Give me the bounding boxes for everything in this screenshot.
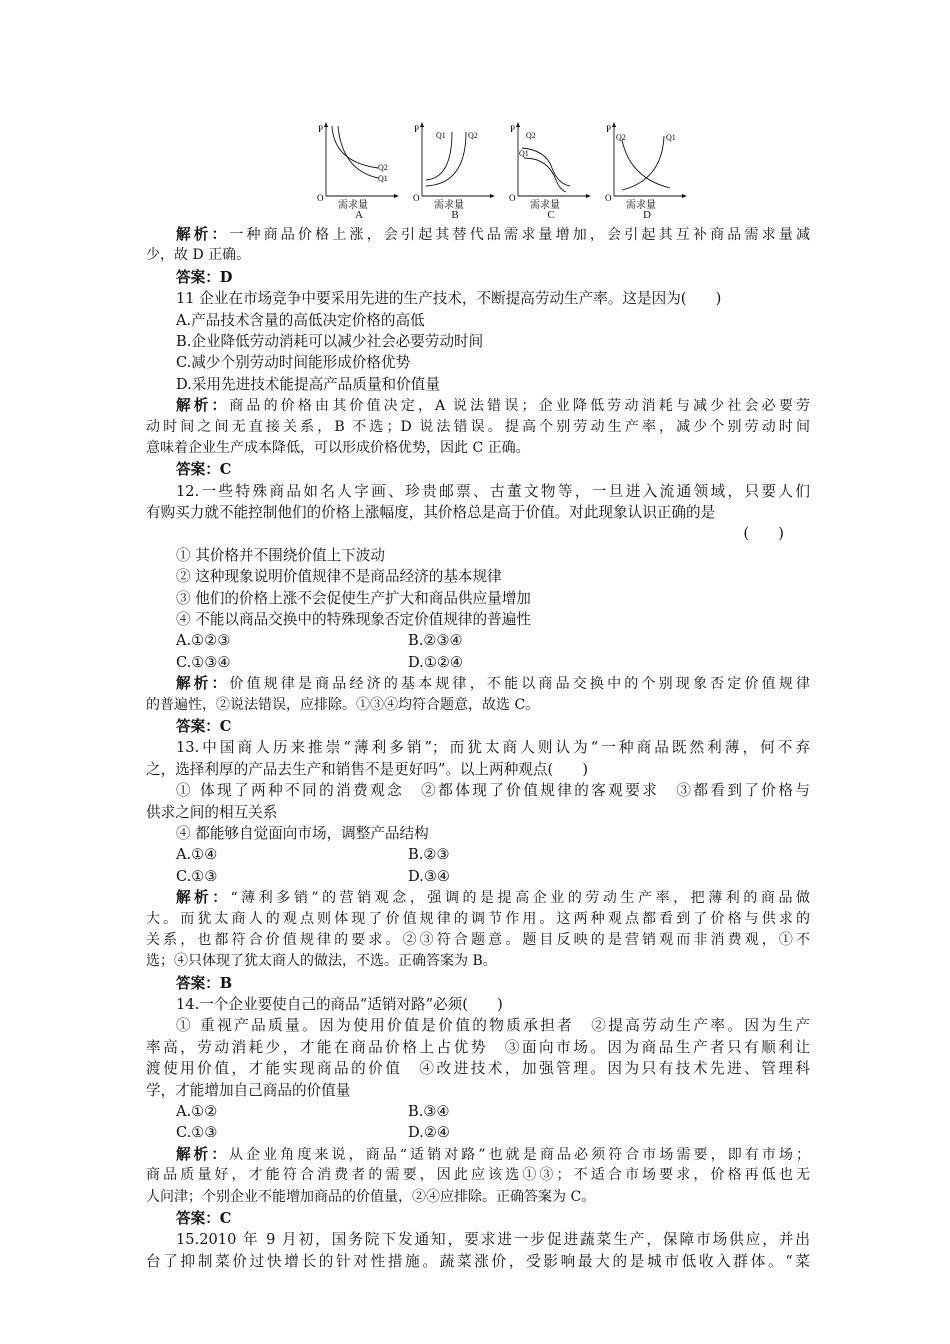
answer-blank: ( ) <box>743 525 784 543</box>
analysis-line: 的普遍性，②说法错误，应排除。①③④均符合题意，故选 C。 <box>146 696 540 713</box>
graph-d <box>604 118 690 222</box>
curve-label: Q2 <box>526 131 536 140</box>
question-stem: 有购买力就不能控制他们的价格上涨幅度，其价格总是高于价值。对此现象认识正确的是 <box>146 504 716 522</box>
option-c: C.①③ <box>176 867 218 885</box>
statements: ① 体现了两种不同的消费观念 ②都体现了价值规律的客观要求 ③都看到了价格与 <box>176 782 810 800</box>
options-row <box>146 1101 810 1122</box>
answer: 答案：C <box>176 717 232 735</box>
axis-origin-label: O <box>413 193 420 203</box>
axis-p-label: P <box>510 124 516 134</box>
option-c: C.①③ <box>176 1124 218 1142</box>
statement-2: ② 这种现象说明价值规律不是商品经济的基本规律 <box>176 568 502 586</box>
analysis-line: 少，故 D 正确。 <box>146 247 251 264</box>
option-a: A.①② <box>176 1103 218 1121</box>
axis-x-label: 需求量 <box>626 200 656 210</box>
analysis-line: 意味着企业生产成本降低，可以形成价格优势，因此 C 正确。 <box>146 439 530 456</box>
analysis-line: 选；④只体现了犹太商人的做法，不选。正确答案为 B。 <box>146 953 497 970</box>
analysis-label: 解析： <box>176 397 230 415</box>
option-d: D.①②④ <box>408 653 464 671</box>
option-c: C.减少个别劳动时间能形成价格优势 <box>176 354 411 372</box>
analysis-label: 解析： <box>176 226 230 243</box>
axis-x-label: 需求量 <box>338 200 368 210</box>
analysis-line: 人问津；个别企业不能增加商品的价值量，②④应排除。正确答案为 C。 <box>146 1188 596 1205</box>
options-row <box>146 630 810 651</box>
analysis-line: 动时间之间无直接关系，B 不选；D 说法错误。提高个别劳动生产率，减少个别劳动时间 <box>146 418 810 435</box>
graph-d-plot <box>604 118 690 210</box>
option-d: D.采用先进技术能提高产品质量和价值量 <box>176 375 440 393</box>
graph-letter: A <box>355 209 363 221</box>
option-a: A.产品技术含量的高低决定价格的高低 <box>176 311 425 329</box>
options-row <box>146 866 810 887</box>
document-body <box>146 224 810 1272</box>
option-a: A.①④ <box>176 846 218 864</box>
axis-origin-label: O <box>605 193 612 203</box>
answer: 答案：C <box>176 461 232 479</box>
axis-x-label: 需求量 <box>434 200 464 210</box>
axis-p-label: P <box>606 124 612 134</box>
option-d: D.③④ <box>408 867 450 885</box>
statements: 供求之间的相互关系 <box>146 803 278 821</box>
analysis-line: 关系，也都符合价值规律的要求。②③符合题意。题目反映的是营销观而非消费观，①不 <box>146 931 810 948</box>
statements: 学，才能增加自己商品的价值量 <box>146 1081 351 1099</box>
graph-letter: B <box>451 209 459 221</box>
axis-x-label: 需求量 <box>530 200 560 210</box>
analysis-line <box>146 224 810 245</box>
curve-label: Q2 <box>468 131 478 140</box>
graph-b-plot <box>412 118 498 210</box>
statement-4: ④ 都能够自觉面向市场，调整产品结构 <box>176 824 429 842</box>
option-a: A.①②③ <box>176 632 231 650</box>
question-stem: 11 企业在市场竞争中要采用先进的生产技术，不断提高劳动生产率。这是因为( ) <box>176 290 722 308</box>
analysis-line <box>146 1144 810 1165</box>
question-stem: 15.2010 年 9 月初，国务院下发通知，要求进一步促进蔬菜生产，保障市场供应，并出 <box>176 1231 810 1249</box>
question-stem: 之，选择利厚的产品去生产和销售不是更好吗”。以上两种观点( ) <box>146 760 589 778</box>
option-b: B.企业降低劳动消耗可以减少社会必要劳动时间 <box>176 332 484 350</box>
answer: 答案：C <box>176 1209 232 1227</box>
statements: 率高，劳动消耗少，才能在商品价格上占优势 ③面向市场。因为商品生产者只有顺利让 <box>146 1038 810 1056</box>
analysis-line <box>146 673 810 694</box>
curve-label: Q2 <box>616 133 626 142</box>
statements: ① 重视产品质量。因为使用价值是价值的物质承担者 ②提高劳动生产率。因为生产 <box>176 1017 810 1035</box>
analysis-text: 价值规律是商品经济的基本规律，不能以商品交换中的个别现象否定价值规律 <box>229 676 810 693</box>
demand-graphs <box>316 118 686 222</box>
graph-a-plot <box>316 118 402 210</box>
analysis-label: 解析： <box>176 675 230 693</box>
axis-origin-label: O <box>317 193 324 203</box>
question-stem: 14.一个企业要使自己的商品“适销对路”必须( ) <box>176 996 503 1014</box>
analysis-line: 商品质量好，才能符合消费者的需要，因此应该选①③；不适合市场要求，价格再低也无 <box>146 1167 810 1184</box>
statement-3: ③ 他们的价格上涨不会促使生产扩大和商品供应量增加 <box>176 589 531 607</box>
analysis-text: 一种商品价格上涨，会引起其替代品需求量增加，会引起其互补商品需求量减 <box>229 227 810 243</box>
curve-label: Q1 <box>666 133 676 142</box>
curve-label: Q2 <box>378 163 388 172</box>
options-row <box>146 1122 810 1143</box>
curve-label: Q1 <box>378 174 388 183</box>
graph-letter: C <box>547 209 555 221</box>
analysis-text: 从企业角度来说，商品“适销对路”也就是商品必须符合市场需要，即有市场； <box>229 1146 810 1163</box>
question-stem: 13.中国商人历来推崇“薄利多销”；而犹太商人则认为“一种商品既然利薄，何不弃 <box>176 739 810 757</box>
axis-p-label: P <box>414 124 420 134</box>
option-b: B.②③ <box>408 846 450 864</box>
statement-1: ① 其价格并不围绕价值上下波动 <box>176 546 385 564</box>
question-stem: 12.一些特殊商品如名人字画、珍贵邮票、古董文物等，一旦进入流通领域，只要人们 <box>176 482 810 500</box>
analysis-label: 解析： <box>176 889 231 907</box>
question-stem: 台了抑制菜价过快增长的针对性措施。蔬菜涨价，受影响最大的是城市低收入群体。“菜 <box>146 1252 810 1270</box>
option-b: B.②③④ <box>408 632 463 650</box>
graph-c <box>508 118 594 222</box>
analysis-line <box>146 395 810 416</box>
analysis-text: 商品的价格由其价值决定，A 说法错误；企业降低劳动消耗与减少社会必要劳 <box>229 398 810 415</box>
axis-p-label: P <box>318 124 324 134</box>
option-c: C.①③④ <box>176 653 231 671</box>
analysis-line <box>146 887 810 908</box>
curve-label: Q1 <box>519 149 529 158</box>
statement-4: ④ 不能以商品交换中的特殊现象否定价值规律的普遍性 <box>176 611 531 629</box>
analysis-label: 解析： <box>176 1145 230 1163</box>
statements: 渡使用价值，才能实现商品的价值 ④改进技术，加强管理。因为只有技术先进、管理科 <box>146 1060 810 1078</box>
graph-b <box>412 118 498 222</box>
options-row <box>146 652 810 673</box>
graph-letter: D <box>643 209 651 221</box>
curve-label: Q1 <box>436 131 446 140</box>
options-row <box>146 844 810 865</box>
answer: 答案：D <box>176 268 233 286</box>
answer: 答案：B <box>176 974 233 992</box>
axis-origin-label: O <box>509 193 516 203</box>
analysis-text: “薄利多销”的营销观念，强调的是提高企业的劳动生产率，把薄利的商品做 <box>230 890 810 907</box>
option-d: D.②④ <box>408 1124 450 1142</box>
option-b: B.③④ <box>408 1103 450 1121</box>
graph-c-plot <box>508 118 594 210</box>
analysis-line: 大。而犹太商人的观点则体现了价值规律的调节作用。这两种观点都看到了价格与供求的 <box>146 910 810 927</box>
graph-a <box>316 118 402 222</box>
